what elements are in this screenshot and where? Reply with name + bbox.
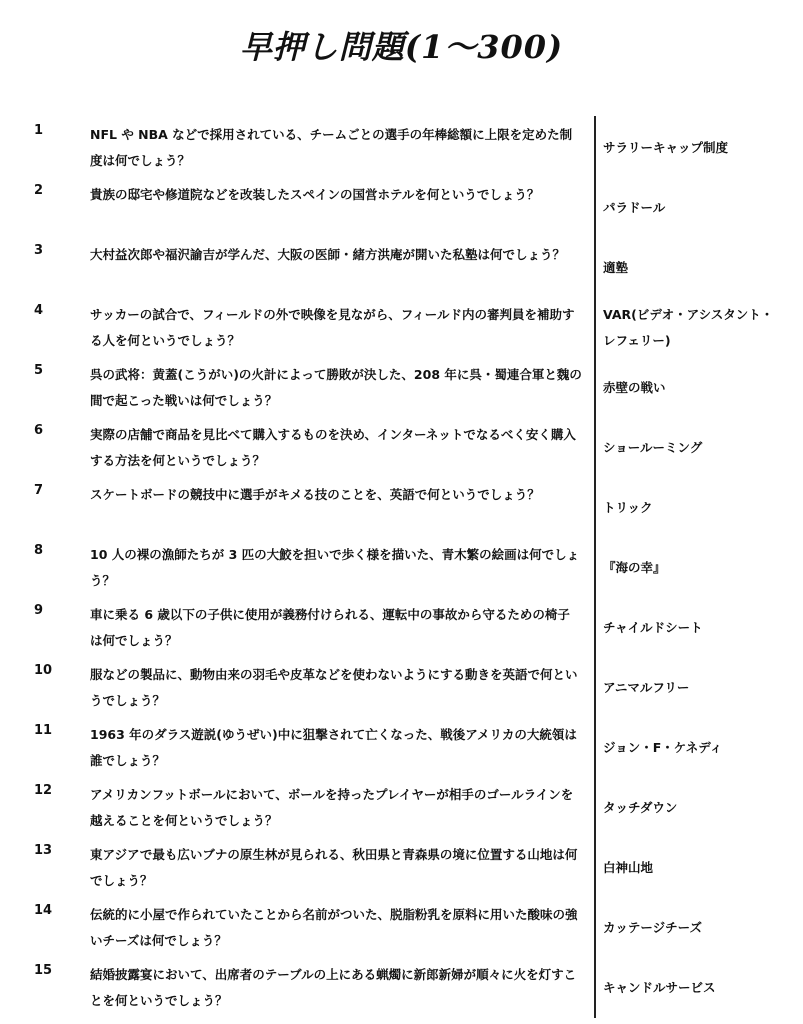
question-row	[0, 358, 803, 418]
answer-text: キャンドルサービス	[603, 980, 716, 995]
question-row	[0, 538, 803, 598]
question-text: サッカーの試合で、フィールドの外で映像を見ながら、フィールド内の審判員を補助する人を何というでしょう？	[90, 307, 575, 348]
question-list	[0, 118, 803, 1018]
question-number: 4	[34, 303, 44, 318]
question-row	[0, 118, 803, 178]
answer-text: 赤壁の戦い	[603, 380, 666, 395]
question-row	[0, 178, 803, 238]
question-text: 伝統的に小屋で作られていたことから名前がついた、脱脂粉乳を原料に用いた酸味の強いチーズは何でしょう？	[90, 907, 578, 948]
answer-text: サラリーキャップ制度	[603, 140, 729, 155]
question-number: 15	[34, 963, 53, 978]
question-row	[0, 238, 803, 298]
question-text: 服などの製品に、動物由来の羽毛や皮革などを使わないようにする動きを英語で何というでしょう？	[90, 667, 578, 708]
question-row	[0, 598, 803, 658]
question-row	[0, 718, 803, 778]
question-number: 14	[34, 903, 53, 918]
question-number: 11	[34, 723, 53, 738]
answer-text: カッテージチーズ	[603, 920, 703, 935]
question-number: 1	[34, 123, 44, 138]
question-number: 2	[34, 183, 44, 198]
question-row	[0, 478, 803, 538]
question-text: 呉の武将：黄蓋(こうがい)の火計によって勝敗が決した、208 年に呉・蜀連合軍と魏の間で起こった戦いは何でしょう？	[90, 367, 582, 408]
page-title: 早押し問題(1～300)	[239, 28, 564, 66]
question-row	[0, 838, 803, 898]
question-number: 6	[34, 423, 44, 438]
answer-text: チャイルドシート	[603, 620, 703, 635]
answer-text: 白神山地	[603, 860, 654, 875]
answer-text: ジョン・F・ケネディ	[603, 740, 723, 755]
question-text: 東アジアで最も広いブナの原生林が見られる、秋田県と青森県の境に位置する山地は何でしょう？	[90, 847, 578, 888]
question-text: 大村益次郎や福沢諭吉が学んだ、大阪の医師・緒方洪庵が開いた私塾は何でしょう？	[90, 247, 566, 262]
question-text: 貴族の邸宅や修道院などを改装したスペインの国営ホテルを何というでしょう？	[90, 187, 540, 202]
question-number: 8	[34, 543, 44, 558]
answer-text: アニマルフリー	[603, 680, 690, 695]
answer-text: 適塾	[603, 260, 629, 275]
answer-text: 『海の幸』	[603, 560, 666, 575]
question-text: 結婚披露宴において、出席者のテーブルの上にある蝋燭に新郎新婦が順々に火を灯すことを何というでしょう？	[90, 967, 577, 1008]
answer-text: VAR(ビデオ・アシスタント・レフェリー)	[603, 307, 774, 348]
question-text: スケートボードの競技中に選手がキメる技のことを、英語で何というでしょう？	[90, 487, 540, 502]
question-row	[0, 898, 803, 958]
question-number: 7	[34, 483, 44, 498]
question-row	[0, 778, 803, 838]
question-row	[0, 658, 803, 718]
question-text: アメリカンフットボールにおいて、ボールを持ったプレイヤーが相手のゴールラインを越えることを何というでしょう？	[90, 787, 574, 828]
question-row	[0, 958, 803, 1018]
answer-text: トリック	[603, 500, 653, 515]
question-row	[0, 298, 803, 358]
answer-text: タッチダウン	[603, 800, 678, 815]
question-text: 1963 年のダラス遊説(ゆうぜい)中に狙撃されて亡くなった、戦後アメリカの大統領は誰でしょう？	[90, 727, 577, 768]
question-row	[0, 418, 803, 478]
question-number: 12	[34, 783, 53, 798]
question-text: 車に乗る 6 歳以下の子供に使用が義務付けられる、運転中の事故から守るための椅子は何でしょう？	[90, 607, 570, 648]
question-number: 13	[34, 843, 53, 858]
question-number: 5	[34, 363, 44, 378]
question-number: 10	[34, 663, 53, 678]
question-number: 9	[34, 603, 44, 618]
question-text: NFL や NBA などで採用されている、チームごとの選手の年棒総額に上限を定めた制度は何でしょう？	[90, 127, 573, 168]
question-number: 3	[34, 243, 44, 258]
answer-text: ショールーミング	[603, 440, 703, 455]
question-text: 実際の店舗で商品を見比べて購入するものを決め、インターネットでなるべく安く購入する方法を何というでしょう？	[90, 427, 576, 468]
question-text: 10 人の裸の漁師たちが 3 匹の大鮫を担いで歩く様を描いた、青木繁の絵画は何でしょう？	[90, 547, 580, 588]
answer-text: パラドール	[603, 200, 666, 215]
